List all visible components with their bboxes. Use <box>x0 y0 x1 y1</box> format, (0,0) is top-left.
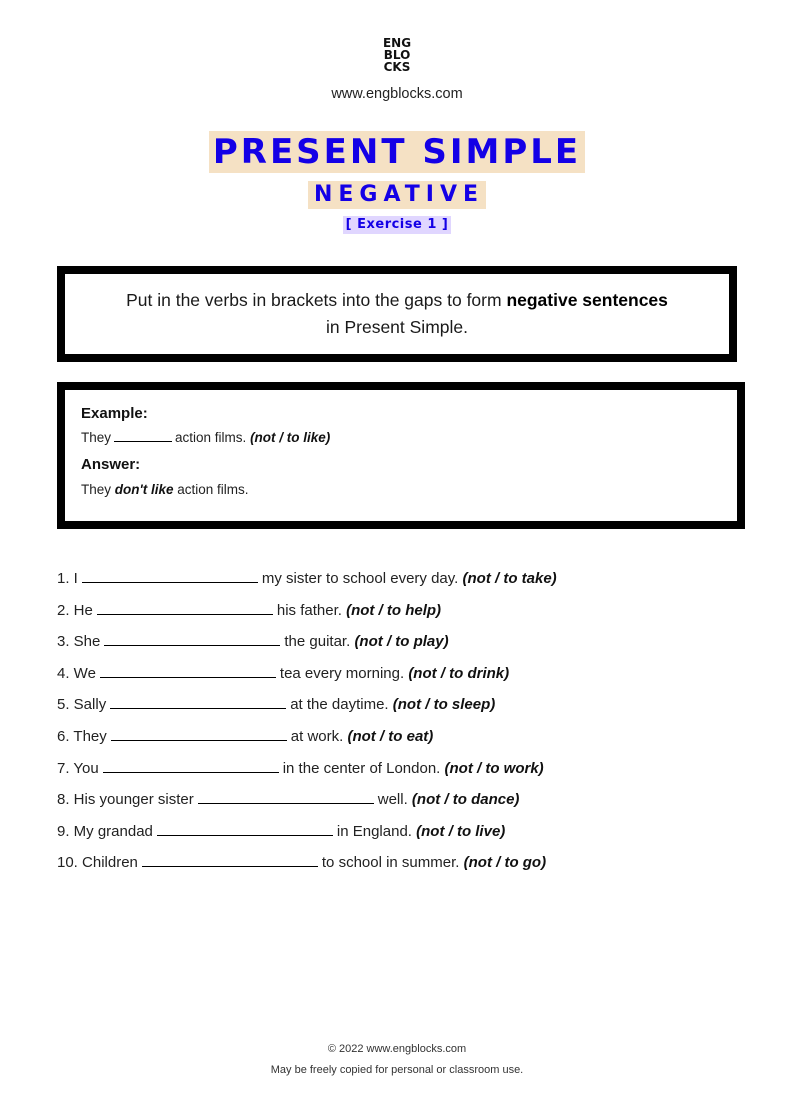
logo-line: ENG <box>382 36 412 50</box>
answer-before: They <box>81 482 112 497</box>
instruction-bold: negative sentences <box>506 290 668 310</box>
answer-gap[interactable] <box>104 629 280 646</box>
instruction-before: Put in the verbs in brackets into the gaps to form <box>126 290 507 310</box>
list-item <box>57 787 757 819</box>
answer-bold: don't like <box>114 482 174 497</box>
page-subtitle: NEGATIVE <box>308 181 486 209</box>
example-box <box>57 382 745 529</box>
example-after: action films. <box>175 430 247 445</box>
answer-gap[interactable] <box>97 598 273 615</box>
answer-gap[interactable] <box>100 661 276 678</box>
example-before: They <box>81 430 112 445</box>
instruction-text <box>126 287 668 341</box>
logo-line: CKS <box>383 60 411 74</box>
item-suffix: the guitar. <box>284 633 351 651</box>
item-hint: (not / to play) <box>354 633 449 651</box>
instruction-after: in Present Simple. <box>325 317 468 337</box>
item-hint: (not / to sleep) <box>392 696 496 714</box>
item-suffix: to school in summer. <box>321 854 460 872</box>
answer-gap[interactable] <box>103 756 279 773</box>
item-prefix: 1. I <box>57 570 78 587</box>
item-suffix: in the center of London. <box>282 759 441 777</box>
logo-line: BLO <box>383 48 411 62</box>
answer-gap[interactable] <box>82 566 258 583</box>
item-prefix: 3. She <box>57 633 101 651</box>
list-item <box>57 756 757 788</box>
answer-gap[interactable] <box>198 787 374 804</box>
list-item <box>57 598 757 630</box>
list-item <box>57 819 757 851</box>
answer-gap[interactable] <box>142 850 318 867</box>
item-suffix: in England. <box>336 822 412 840</box>
list-item <box>57 661 757 693</box>
item-hint: (not / to live) <box>416 822 506 840</box>
footer-note: May be freely copied for personal or classroom use. <box>270 1064 524 1076</box>
engblocks-logo <box>0 37 794 73</box>
exercise-label: [ Exercise 1 ] <box>343 216 452 234</box>
example-gap <box>114 441 172 442</box>
item-prefix: 2. He <box>57 601 93 619</box>
item-suffix: my sister to school every day. <box>261 570 459 587</box>
answer-heading: Answer: <box>81 456 141 473</box>
list-item <box>57 629 757 661</box>
item-suffix: at work. <box>290 727 344 745</box>
item-prefix: 8. His younger sister <box>57 791 194 809</box>
item-hint: (not / to take) <box>462 570 557 587</box>
title-wrap <box>0 131 794 173</box>
list-item <box>57 850 757 882</box>
list-item <box>57 724 757 756</box>
list-item <box>57 566 757 598</box>
item-prefix: 7. You <box>57 759 99 777</box>
example-hint: (not / to like) <box>250 430 331 445</box>
exercise-wrap <box>0 215 794 234</box>
item-suffix: well. <box>377 791 408 809</box>
item-hint: (not / to go) <box>463 854 547 872</box>
item-prefix: 9. My grandad <box>57 822 153 840</box>
item-suffix: at the daytime. <box>290 696 389 714</box>
example-sentence <box>81 429 737 447</box>
item-prefix: 10. Children <box>57 854 138 872</box>
item-hint: (not / to work) <box>444 759 544 777</box>
instruction-box <box>57 266 737 362</box>
item-prefix: 4. We <box>57 664 96 682</box>
exercise-list <box>57 566 757 882</box>
answer-gap[interactable] <box>157 819 333 836</box>
example-heading: Example: <box>81 405 148 422</box>
item-prefix: 6. They <box>57 727 107 745</box>
item-hint: (not / to help) <box>346 601 442 619</box>
answer-gap[interactable] <box>110 692 286 709</box>
item-hint: (not / to dance) <box>411 791 520 809</box>
footer-copyright: © 2022 www.engblocks.com <box>327 1043 467 1055</box>
item-suffix: tea every morning. <box>279 664 405 682</box>
item-prefix: 5. Sally <box>57 696 107 714</box>
site-url[interactable]: www.engblocks.com <box>331 86 463 102</box>
answer-gap[interactable] <box>111 724 287 741</box>
item-hint: (not / to eat) <box>347 727 434 745</box>
item-hint: (not / to drink) <box>408 664 510 682</box>
answer-sentence <box>81 481 737 499</box>
item-suffix: his father. <box>276 601 342 619</box>
answer-after: action films. <box>177 482 249 497</box>
page-title: PRESENT SIMPLE <box>209 131 585 173</box>
subtitle-wrap <box>0 181 794 209</box>
list-item <box>57 692 757 724</box>
